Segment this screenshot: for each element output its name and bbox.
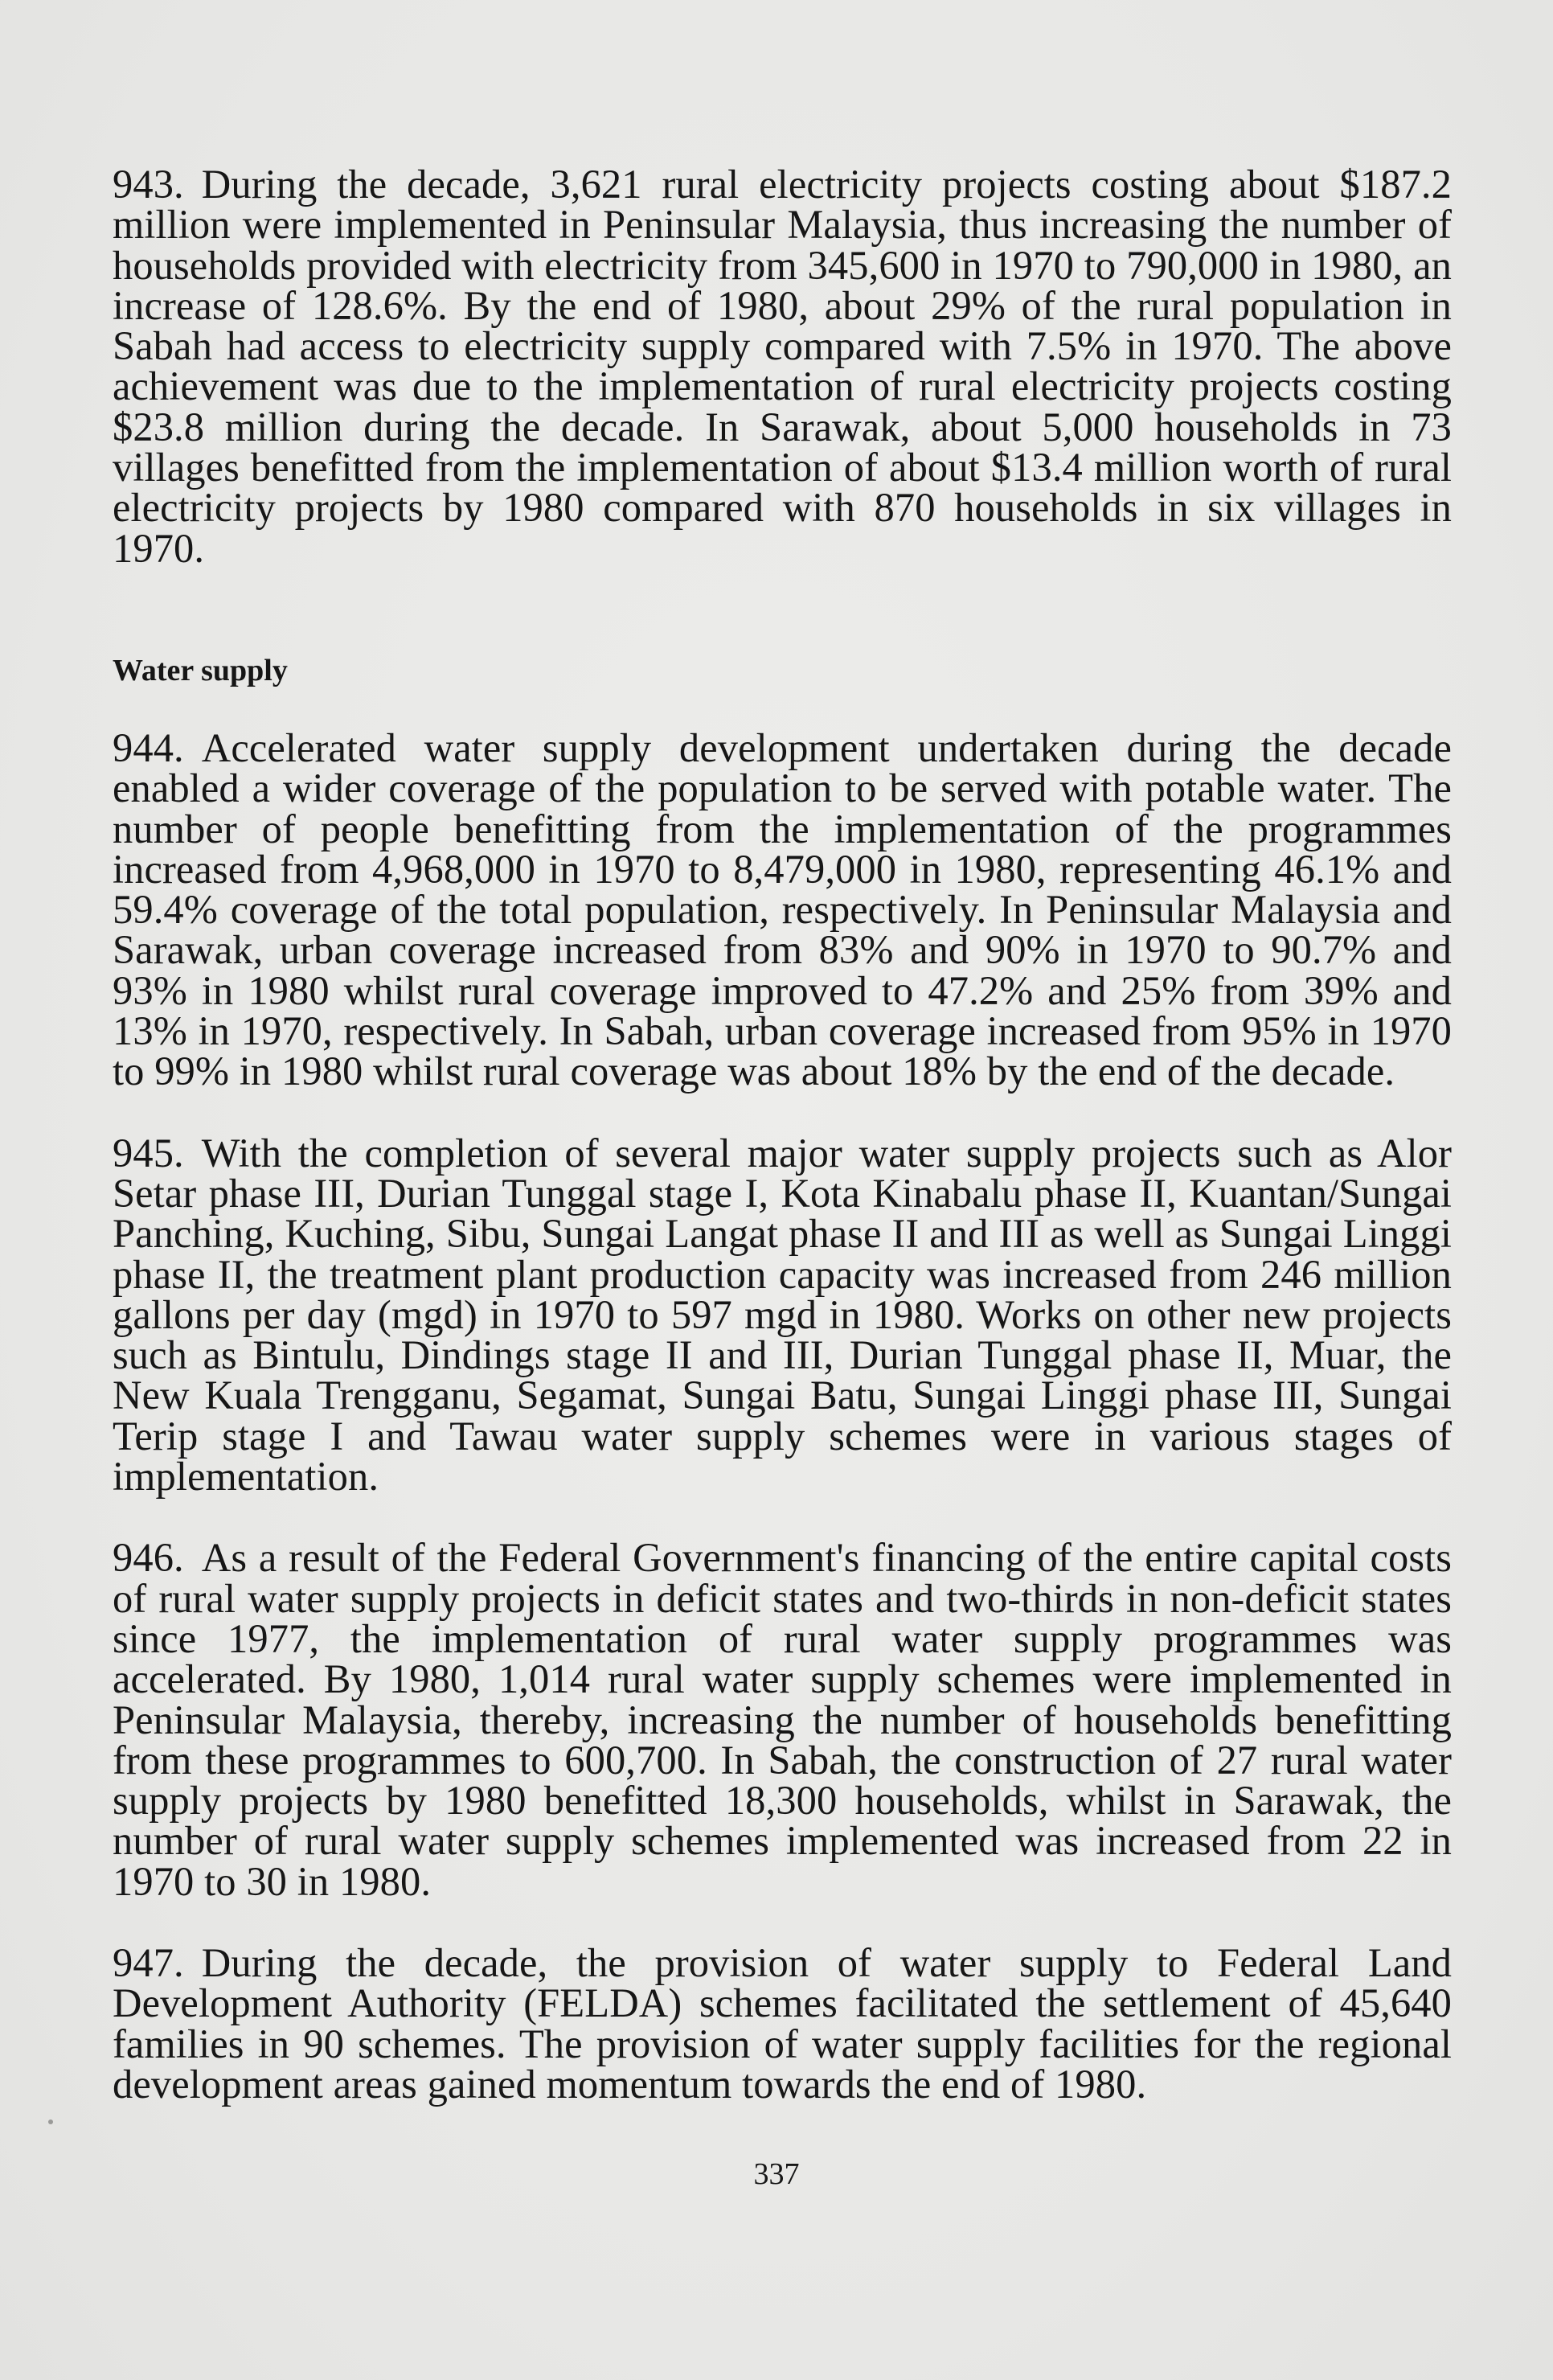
paragraph-text: With the completion of several major water supply projects such as Alor Setar phase III, Durian Tunggal stage I, Kota Kinabalu phase II, Kuantan/Sungai Panching, Kuching, Sibu, Sungai Langat phase II and III as well as Sungai Linggi phase II, the treatment plant production capacity was increased from 246 million gallons per day (mgd) in 1970 to 597 mgd in 1980. Works on other new projects such as Bintulu, Dindings stage II and III, Durian Tunggal phase II, Muar, the New Kuala Trengganu, Segamat, Sungai Batu, Sungai Linggi phase III, Sungai Terip stage I and Tawau water supply schemes were in various stages of implementation. [113,1130,1452,1500]
paragraph-945 [113,1130,1452,1500]
scan-speck [48,2119,53,2124]
page-body [113,162,1452,2107]
paragraph-number: 945. [113,1130,184,1176]
section-heading: Water supply [113,653,288,687]
page-number: 337 [753,2157,800,2191]
paragraph-number: 944. [113,724,184,770]
paragraph-947 [113,1939,1452,2107]
paragraph-text: Accelerated water supply development undertaken during the decade enabled a wider coverage of the population to be served with potable water. The number of people benefitting from the implementation of the programmes increased from 4,968,000 in 1970 to 8,479,000 in 1980, representing 46.1% and 59.4% coverage of the total population, respectively. In Peninsular Malaysia and Sarawak, urban coverage increased from 83% and 90% in 1970 to 90.7% and 93% in 1980 whilst rural coverage improved to 47.2% and 25% from 39% and 13% in 1970, respectively. In Sabah, urban coverage increased from 95% in 1970 to 99% in 1980 whilst rural coverage was about 18% by the end of the decade. [113,724,1452,1094]
paragraph-number: 947. [113,1939,184,1985]
paragraph-text: During the decade, the provision of water supply to Federal Land Development Authority (FELDA) schemes facilitated the settlement of 45,640 families in 90 schemes. The provision of water supply facilities for the regional development areas gained momentum towards the end of 1980. [113,1939,1452,2107]
paragraph-number: 943. [113,162,184,207]
paragraph-944 [113,724,1452,1094]
paragraph-text: As a result of the Federal Government's financing of the entire capital costs of rural water supply projects in deficit states and two-thirds in non-deficit states since 1977, the implementation of rural water supply programmes was accelerated. By 1980, 1,014 rural water supply schemes were implemented in Peninsular Malaysia, thereby, increasing the number of households benefitting from these programmes to 600,700. In Sabah, the construction of 27 rural water supply projects by 1980 benefitted 18,300 households, whilst in Sarawak, the number of rural water supply schemes implemented was increased from 22 in 1970 to 30 in 1980. [113,1535,1452,1904]
paragraph-943 [113,162,1452,571]
paragraph-946 [113,1537,1452,1902]
paragraph-number: 946. [113,1535,184,1581]
paragraph-text: During the decade, 3,621 rural electricity projects costing about $187.2 million were implemented in Peninsular Malaysia, thus increasing the number of households provided with electricity from 345,600 in 1970 to 790,000 in 1980, an increase of 128.6%. By the end of 1980, about 29% of the rural population in Sabah had access to electricity supply compared with 7.5% in 1970. The above achievement was due to the implementation of rural electricity projects costing $23.8 million during the decade. In Sarawak, about 5,000 households in 73 villages benefitted from the implementation of about $13.4 million worth of rural electricity projects by 1980 compared with 870 households in six villages in 1970. [113,162,1452,571]
